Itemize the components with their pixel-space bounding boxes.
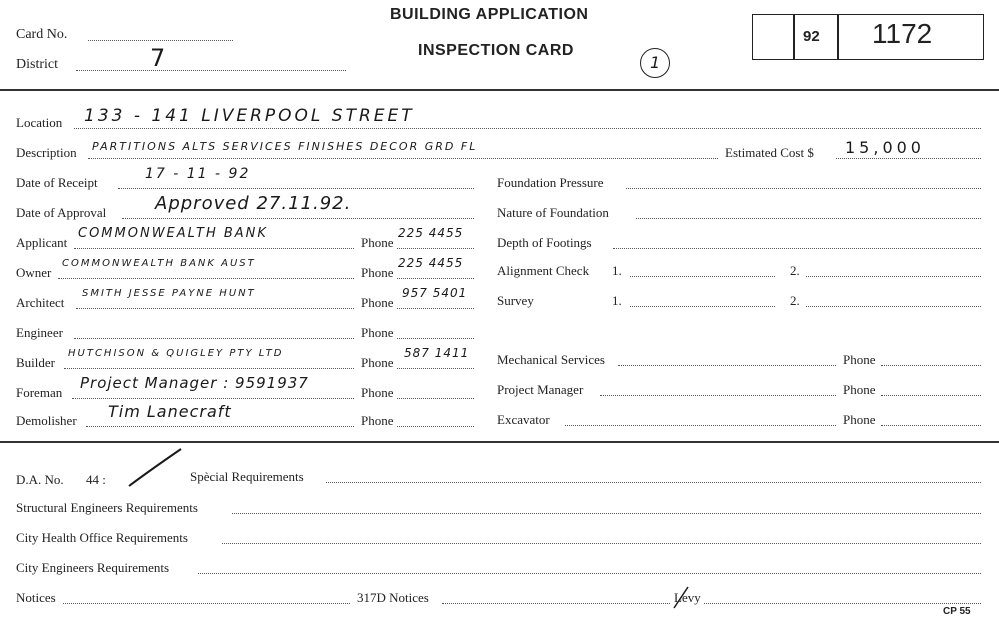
da-no-label: D.A. No. bbox=[16, 472, 64, 487]
box-year: 92 bbox=[803, 28, 820, 45]
date-approval-value: Approved 27.11.92. bbox=[155, 193, 352, 214]
excavator-phone-label: Phone bbox=[843, 412, 876, 427]
demolisher-line bbox=[86, 426, 354, 427]
card-no-label: Card No. bbox=[16, 27, 68, 42]
survey-line-2 bbox=[806, 306, 981, 307]
estimated-cost-value: 15,000 bbox=[845, 138, 925, 157]
alignment-num-2: 2. bbox=[790, 263, 800, 278]
owner-line bbox=[58, 278, 354, 279]
engineer-phone-label: Phone bbox=[361, 325, 394, 340]
foreman-label: Foreman bbox=[16, 385, 63, 400]
applicant-phone-value: 225 4455 bbox=[398, 226, 464, 240]
demolisher-value: Tim Lanecraft bbox=[108, 402, 232, 421]
project-manager-line bbox=[600, 395, 836, 396]
architect-line bbox=[76, 308, 354, 309]
location-value: 133 - 141 LIVERPOOL STREET bbox=[84, 106, 415, 126]
box-number: 1172 bbox=[872, 18, 933, 49]
builder-value: HUTCHISON & QUIGLEY PTY LTD bbox=[68, 348, 284, 359]
foundation-pressure-label: Foundation Pressure bbox=[497, 175, 604, 190]
owner-label: Owner bbox=[16, 265, 52, 280]
structural-line bbox=[232, 513, 981, 514]
architect-phone-value: 957 5401 bbox=[402, 286, 468, 300]
depth-footings-line bbox=[613, 248, 981, 249]
applicant-label: Applicant bbox=[16, 235, 68, 250]
description-value: PARTITIONS ALTS SERVICES FINISHES DECOR GRD FL bbox=[92, 140, 478, 153]
mechanical-services-line bbox=[618, 365, 836, 366]
notices-line bbox=[63, 603, 350, 604]
applicant-line bbox=[74, 248, 354, 249]
builder-phone-label: Phone bbox=[361, 355, 394, 370]
da-slash-mark bbox=[125, 446, 185, 491]
title-line-1: BUILDING APPLICATION bbox=[390, 6, 589, 23]
builder-line bbox=[64, 368, 354, 369]
excavator-line bbox=[565, 425, 836, 426]
foundation-pressure-line bbox=[626, 188, 981, 189]
special-requirements-label: Spècial Requirements bbox=[190, 469, 304, 484]
city-health-line bbox=[222, 543, 981, 544]
foreman-line bbox=[72, 398, 354, 399]
engineer-line bbox=[74, 338, 354, 339]
description-line bbox=[88, 158, 718, 159]
card-number-box bbox=[752, 14, 984, 60]
survey-line-1 bbox=[630, 306, 775, 307]
applicant-value: COMMONWEALTH BANK bbox=[78, 226, 268, 241]
project-manager-label: Project Manager bbox=[497, 382, 584, 397]
architect-phone-line bbox=[397, 308, 474, 309]
demolisher-label: Demolisher bbox=[16, 413, 77, 428]
applicant-phone-label: Phone bbox=[361, 235, 394, 250]
nature-foundation-line bbox=[636, 218, 981, 219]
builder-phone-value: 587 1411 bbox=[404, 346, 470, 360]
city-engineers-label: City Engineers Requirements bbox=[16, 560, 170, 575]
levy-line bbox=[704, 603, 981, 604]
date-receipt-line bbox=[118, 188, 474, 189]
demolisher-phone-label: Phone bbox=[361, 413, 394, 428]
depth-footings-label: Depth of Footings bbox=[497, 235, 592, 250]
alignment-check-label: Alignment Check bbox=[497, 263, 590, 278]
date-receipt-label: Date of Receipt bbox=[16, 175, 98, 190]
builder-phone-line bbox=[397, 368, 474, 369]
foreman-phone-label: Phone bbox=[361, 385, 394, 400]
district-line bbox=[76, 70, 346, 71]
district-value: 7 bbox=[150, 44, 168, 72]
da-no-value: 44 : bbox=[86, 472, 106, 487]
district-label: District bbox=[16, 57, 58, 72]
alignment-line-1 bbox=[630, 276, 775, 277]
demolisher-phone-line bbox=[397, 426, 474, 427]
foreman-phone-line bbox=[397, 398, 474, 399]
levy-label: Levy bbox=[674, 590, 701, 605]
architect-value: SMITH JESSE PAYNE HUNT bbox=[82, 288, 256, 299]
foreman-value: Project Manager : 9591937 bbox=[80, 374, 309, 392]
excavator-label: Excavator bbox=[497, 412, 550, 427]
city-engineers-line bbox=[198, 573, 981, 574]
pm-phone-line bbox=[881, 395, 981, 396]
builder-label: Builder bbox=[16, 355, 55, 370]
city-health-label: City Health Office Requirements bbox=[16, 530, 188, 545]
engineer-label: Engineer bbox=[16, 325, 63, 340]
card-no-line bbox=[88, 40, 233, 41]
pm-phone-label: Phone bbox=[843, 382, 876, 397]
box-divider-1 bbox=[793, 14, 795, 60]
applicant-phone-line bbox=[397, 248, 474, 249]
middle-divider bbox=[0, 441, 999, 443]
architect-label: Architect bbox=[16, 295, 65, 310]
estimated-cost-label: Estimated Cost $ bbox=[725, 145, 814, 160]
notices-317d-line bbox=[442, 603, 670, 604]
structural-label: Structural Engineers Requirements bbox=[16, 500, 198, 515]
engineer-phone-line bbox=[397, 338, 474, 339]
description-label: Description bbox=[16, 145, 77, 160]
survey-num-2: 2. bbox=[790, 293, 800, 308]
mechanical-phone-line bbox=[881, 365, 981, 366]
header-divider bbox=[0, 89, 999, 91]
excavator-phone-line bbox=[881, 425, 981, 426]
levy-strike-mark bbox=[670, 583, 694, 611]
box-divider-2 bbox=[837, 14, 839, 60]
alignment-num-1: 1. bbox=[612, 263, 622, 278]
location-line bbox=[74, 128, 981, 129]
date-approval-label: Date of Approval bbox=[16, 205, 107, 220]
owner-phone-label: Phone bbox=[361, 265, 394, 280]
estimated-cost-line bbox=[836, 158, 981, 159]
location-label: Location bbox=[16, 115, 63, 130]
cp-code: CP 55 bbox=[943, 606, 971, 617]
owner-phone-value: 225 4455 bbox=[398, 256, 464, 270]
date-receipt-value: 17 - 11 - 92 bbox=[145, 166, 251, 182]
owner-phone-line bbox=[397, 278, 474, 279]
special-requirements-line bbox=[326, 482, 981, 483]
date-approval-line bbox=[122, 218, 474, 219]
survey-num-1: 1. bbox=[612, 293, 622, 308]
title-line-2: INSPECTION CARD bbox=[418, 42, 574, 59]
notices-317d-label: 317D Notices bbox=[357, 590, 429, 605]
nature-foundation-label: Nature of Foundation bbox=[497, 205, 609, 220]
circled-mark-text: 1 bbox=[650, 53, 661, 72]
circled-mark bbox=[640, 48, 670, 78]
alignment-line-2 bbox=[806, 276, 981, 277]
notices-label: Notices bbox=[16, 590, 56, 605]
mechanical-phone-label: Phone bbox=[843, 352, 876, 367]
owner-value: COMMONWEALTH BANK AUST bbox=[62, 258, 256, 269]
mechanical-services-label: Mechanical Services bbox=[497, 352, 605, 367]
architect-phone-label: Phone bbox=[361, 295, 394, 310]
survey-label: Survey bbox=[497, 293, 534, 308]
